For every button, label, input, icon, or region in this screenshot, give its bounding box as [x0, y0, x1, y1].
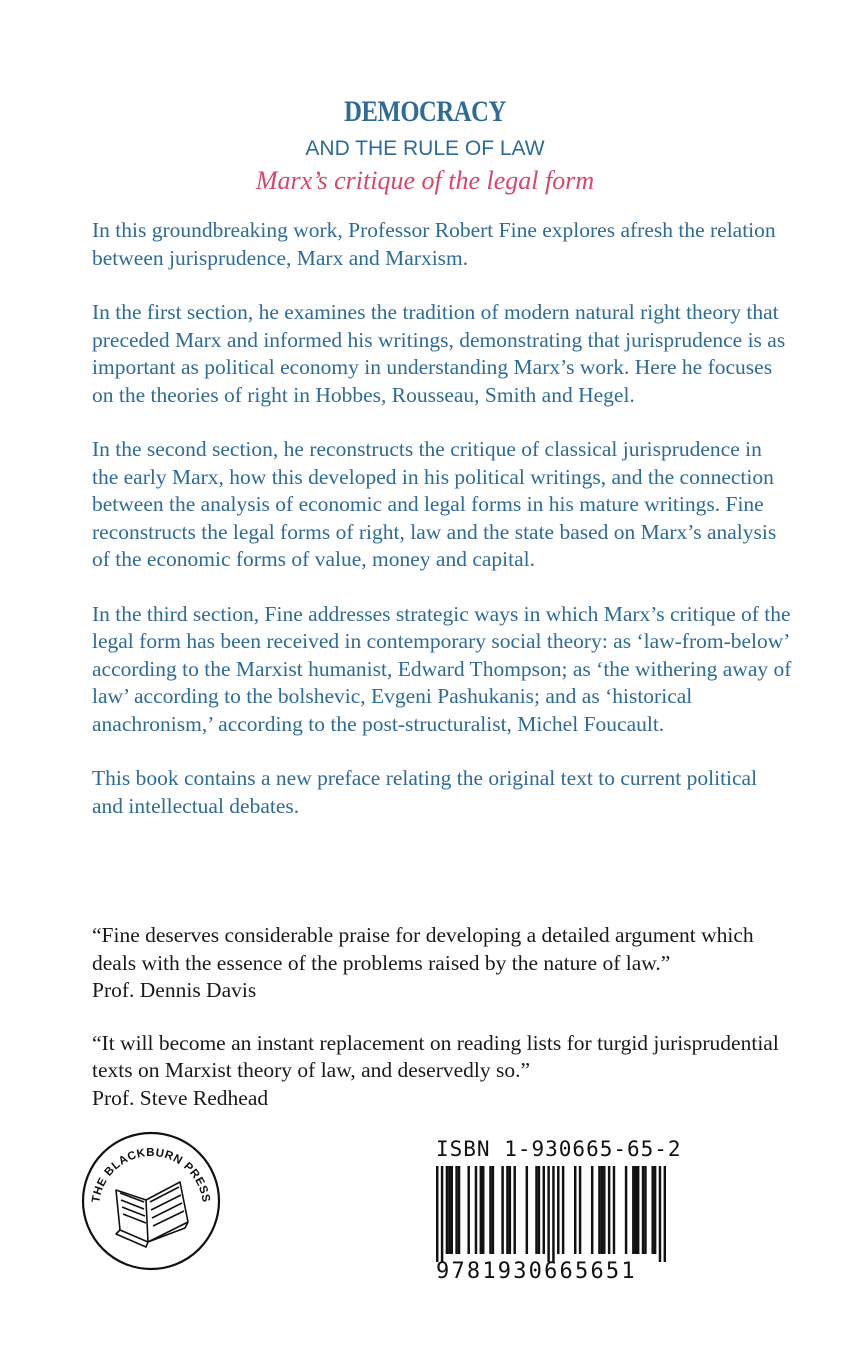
barcode-bar: [543, 1166, 545, 1254]
barcode-bar: [608, 1166, 610, 1254]
barcode-bar: [526, 1166, 528, 1254]
barcode-bar: [598, 1166, 600, 1254]
open-book-icon: [116, 1182, 188, 1247]
barcode-bar: [489, 1166, 491, 1254]
review-quote: [92, 1030, 792, 1113]
blurb: [92, 217, 792, 847]
barcode-bar: [455, 1166, 457, 1254]
barcode-bar: [451, 1166, 453, 1254]
blurb-paragraph: In this groundbreaking work, Professor Robert Fine explores afresh the relation between jurisprudence, Marx and Marxism.: [92, 218, 776, 270]
barcode-bar: [506, 1166, 508, 1254]
barcode-bar: [651, 1166, 653, 1254]
barcode-bar: [480, 1166, 482, 1254]
quote-author: Prof. Dennis Davis: [92, 978, 257, 1002]
barcode-bar: [475, 1166, 477, 1254]
barcode-bar: [482, 1166, 484, 1254]
barcode-bar: [613, 1166, 615, 1254]
isbn-label: ISBN 1-930665-65-2: [436, 1137, 682, 1161]
blurb-paragraph: In the first section, he examines the tradition of modern natural right theory that preceded Marx and informed his writings, demonstrating that jurisprudence is as important as political economy in understanding Marx’s work. Here he focuses on the theories of right in Hobbes, Rousseau, Smith and Hegel.: [92, 300, 786, 407]
barcode-bar: [557, 1166, 559, 1254]
barcode-bar: [562, 1166, 564, 1254]
barcode-bar: [603, 1166, 605, 1254]
publisher-logo: [80, 1130, 222, 1272]
barcode-bar: [642, 1166, 644, 1254]
barcode-bar: [591, 1166, 593, 1254]
barcode-bar: [441, 1166, 443, 1262]
barcode-bar: [664, 1166, 666, 1262]
quote-text: “It will become an instant replacement on reading lists for turgid jurisprudential texts on Marxist theory of law, and deservedly so.”: [92, 1030, 779, 1082]
barcode: [436, 1166, 666, 1262]
barcode-bar: [448, 1166, 450, 1254]
blurb-paragraph: This book contains a new preface relating the original text to current political and intellectual debates.: [92, 766, 758, 818]
barcode-bar: [574, 1166, 576, 1254]
quote-author: Prof. Steve Redhead: [92, 1085, 269, 1110]
barcode-bar: [513, 1166, 515, 1254]
barcode-bar: [635, 1166, 637, 1254]
barcode-bar: [579, 1166, 581, 1254]
barcode-bar: [644, 1166, 646, 1254]
title-block: [0, 92, 850, 198]
barcode-block: [436, 1136, 682, 1284]
barcode-bar: [654, 1166, 656, 1254]
barcode-bar: [492, 1166, 494, 1254]
barcode-bar: [446, 1166, 448, 1254]
ean-digits: 9781930665651: [436, 1259, 637, 1284]
book-tagline: Marx’s critique of the legal form: [255, 166, 595, 195]
barcode-bar: [637, 1166, 639, 1254]
book-title: DEMOCRACY: [344, 95, 506, 128]
barcode-bar: [601, 1166, 603, 1254]
svg-text:THE BLACKBURN PRESS: [90, 1147, 212, 1204]
barcode-bar: [458, 1166, 460, 1254]
barcode-bar: [501, 1166, 503, 1254]
barcode-bar: [632, 1166, 634, 1254]
barcode-bar: [659, 1166, 661, 1262]
barcode-bar: [467, 1166, 469, 1254]
blurb-paragraph: In the second section, he reconstructs the critique of classical jurisprudence in the early Marx, how this developed in his political writings, and the connection between the analysis of economic and legal forms in his mature writings. Fine reconstructs the legal forms of right, law and the state based on Marx’s analysis of the economic forms of value, money and capital.: [92, 437, 777, 571]
barcode-bar: [535, 1166, 537, 1254]
quote-text: “Fine deserves considerable praise for developing a detailed argument which deals with the essence of the problems raised by the nature of law.”: [92, 923, 754, 975]
publisher-name: THE BLACKBURN PRESS: [90, 1146, 212, 1204]
book-subtitle: AND THE RULE OF LAW: [305, 137, 545, 160]
barcode-bar: [509, 1166, 511, 1254]
barcode-bar: [547, 1166, 549, 1262]
review-quote: [92, 922, 792, 1005]
barcode-bar: [625, 1166, 627, 1254]
blurb-paragraph: In the third section, Fine addresses strategic ways in which Marx’s critique of the legal form has been received in contemporary social theory: as ‘law-from-below’ according to the Marxist humanist, Edward Thompson; as ‘the withering away of law’ according to the bolshevic, Evgeni Pashukanis; and as ‘historical anachronism,’ according to the post-structuralist, Michel Foucault.: [92, 601, 792, 736]
review-quotes: [92, 922, 792, 1137]
barcode-bar: [552, 1166, 554, 1262]
barcode-bar: [538, 1166, 540, 1254]
barcode-bar: [436, 1166, 438, 1262]
